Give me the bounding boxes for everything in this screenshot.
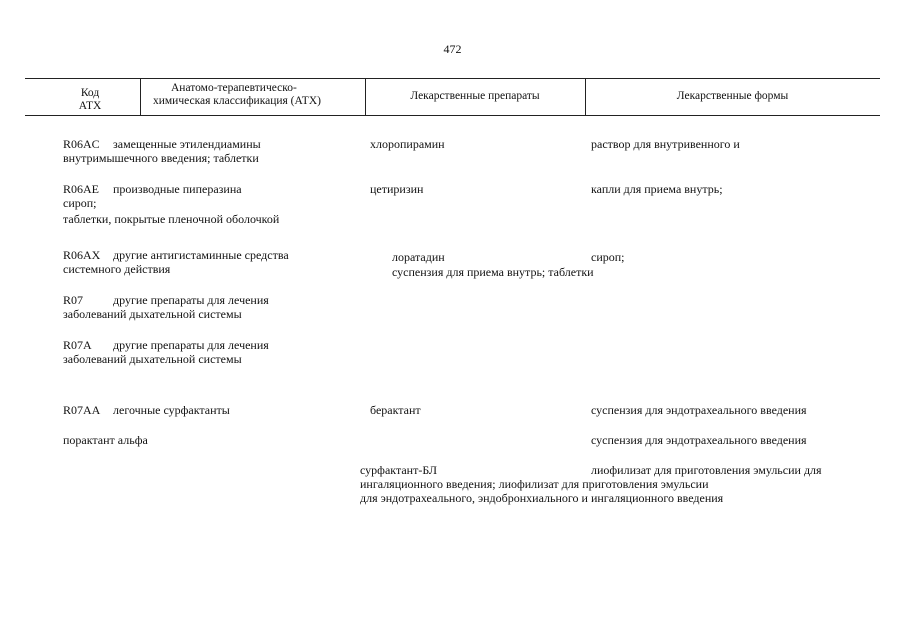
header-class-line1: Анатомо-терапевтическо- bbox=[171, 82, 297, 94]
row-form-cont: сироп; bbox=[63, 196, 97, 210]
row-form: сироп; bbox=[591, 250, 625, 264]
row-drug: цетиризин bbox=[370, 182, 424, 196]
row-classification: замещенные этилендиамины bbox=[113, 137, 261, 151]
header-code bbox=[65, 87, 115, 123]
row-form: суспензия для эндотрахеального введения bbox=[591, 403, 807, 417]
row-form: суспензия для эндотрахеального введения bbox=[591, 433, 807, 447]
row-classification: легочные сурфактанты bbox=[113, 403, 230, 417]
row-classification: другие антигистаминные средства bbox=[113, 248, 289, 262]
row-drug: хлоропирамин bbox=[370, 137, 445, 151]
row-form-cont: суспензия для приема внутрь; таблетки bbox=[392, 265, 594, 279]
row-code: R06AE bbox=[63, 182, 99, 196]
row-drug: берактант bbox=[370, 403, 421, 417]
row-code: R07AA bbox=[63, 403, 101, 417]
row-code: R07A bbox=[63, 338, 92, 352]
table-header bbox=[25, 78, 880, 116]
row-form-cont: таблетки, покрытые пленочной оболочкой bbox=[63, 212, 280, 226]
header-divider bbox=[140, 79, 141, 115]
row-classification-cont: заболеваний дыхательной системы bbox=[63, 307, 242, 321]
row-form: лиофилизат для приготовления эмульсии для bbox=[591, 463, 822, 477]
row-code: R06AC bbox=[63, 137, 100, 151]
row-form: раствор для внутривенного и bbox=[591, 137, 740, 151]
row-classification-cont: заболеваний дыхательной системы bbox=[63, 352, 242, 366]
header-forms: Лекарственные формы bbox=[676, 90, 789, 102]
row-classification-cont: внутримышечного введения; таблетки bbox=[63, 151, 259, 165]
row-classification-cont: системного действия bbox=[63, 262, 171, 276]
row-classification: другие препараты для лечения bbox=[113, 338, 269, 352]
row-code: R06AX bbox=[63, 248, 101, 262]
header-code-line1: Код bbox=[80, 87, 100, 99]
row-drug: порактант альфа bbox=[63, 433, 148, 447]
row-classification: производные пиперазина bbox=[113, 182, 242, 196]
row-drug: лоратадин bbox=[392, 250, 445, 264]
row-classification: другие препараты для лечения bbox=[113, 293, 269, 307]
header-code-line2: АТХ bbox=[78, 100, 102, 112]
header-drugs: Лекарственные препараты bbox=[410, 90, 540, 102]
header-classification bbox=[153, 82, 383, 118]
page-number: 472 bbox=[443, 42, 462, 56]
row-form-cont: для эндотрахеального, эндобронхиального и ингаляционного введения bbox=[360, 491, 724, 505]
row-drug: сурфактант-БЛ bbox=[360, 463, 438, 477]
row-code: R07 bbox=[63, 293, 84, 307]
row-form-cont: ингаляционного введения; лиофилизат для приготовления эмульсии bbox=[360, 477, 709, 491]
header-class-line2: химическая классификация (АТХ) bbox=[153, 95, 321, 107]
row-form: капли для приема внутрь; bbox=[591, 182, 723, 196]
